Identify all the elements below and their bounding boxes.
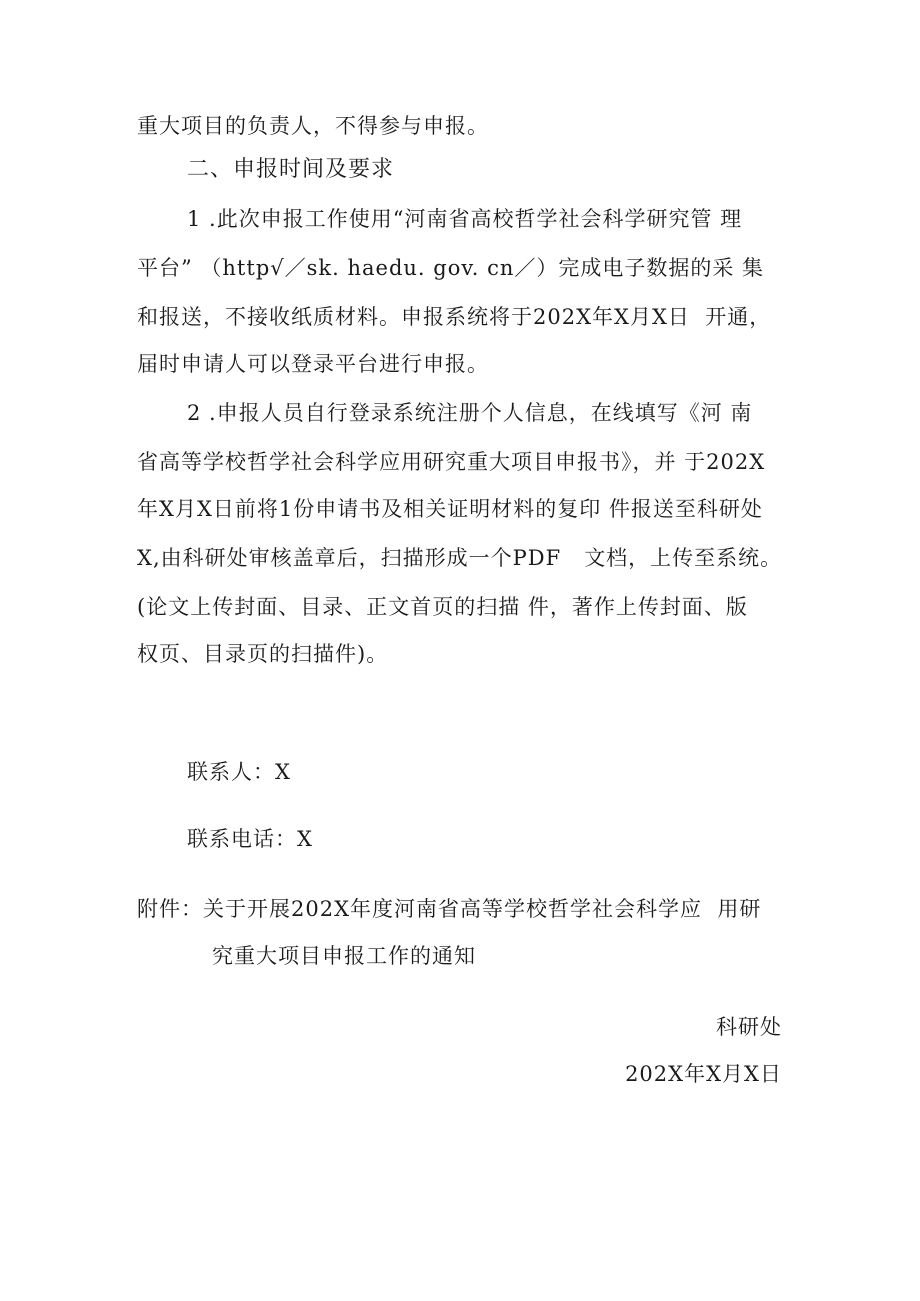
item2-line6: 权页、目录页的扫描件)。: [137, 642, 389, 666]
signature-date: 202X年X月X日: [625, 1062, 782, 1086]
contact-person: 联系人：X: [187, 760, 291, 784]
item1-line3: 和报送，不接收纸质材料。申报系统将于202X年X月X日 开通，: [137, 305, 772, 329]
attachment-line2: 究重大项目申报工作的通知: [212, 944, 476, 968]
attachment-line1: 附件：关于开展202X年度河南省高等学校哲学社会科学应 用研: [137, 897, 762, 921]
signature-office: 科研处: [716, 1015, 782, 1039]
item1-line2: 平台” （http√／sk. haedu. gov. cn／）完成电子数据的采 集: [137, 256, 765, 280]
item1-line1: 1 .此次申报工作使用“河南省高校哲学社会科学研究管 理: [187, 207, 743, 231]
item2-line4: X,由科研处审核盖章后，扫描形成一个PDF 文档，上传至系统。: [137, 546, 783, 570]
contact-phone: 联系电话：X: [187, 827, 313, 851]
item2-line2: 省高等学校哲学社会科学应用研究重大项目申报书》，并 于202X: [137, 450, 766, 474]
intro-line: 重大项目的负责人，不得参与申报。: [137, 114, 489, 138]
item1-line4: 届时申请人可以登录平台进行申报。: [137, 352, 489, 376]
item2-line3: 年X月X日前将1份申请书及相关证明材料的复印 件报送至科研处: [137, 497, 763, 521]
item2-line1: 2 .申报人员自行登录系统注册个人信息，在线填写《河 南: [187, 401, 753, 425]
section-heading: 二、申报时间及要求: [187, 157, 395, 182]
item2-line5: (论文上传封面、目录、正文首页的扫描 件，著作上传封面、版: [137, 595, 748, 619]
